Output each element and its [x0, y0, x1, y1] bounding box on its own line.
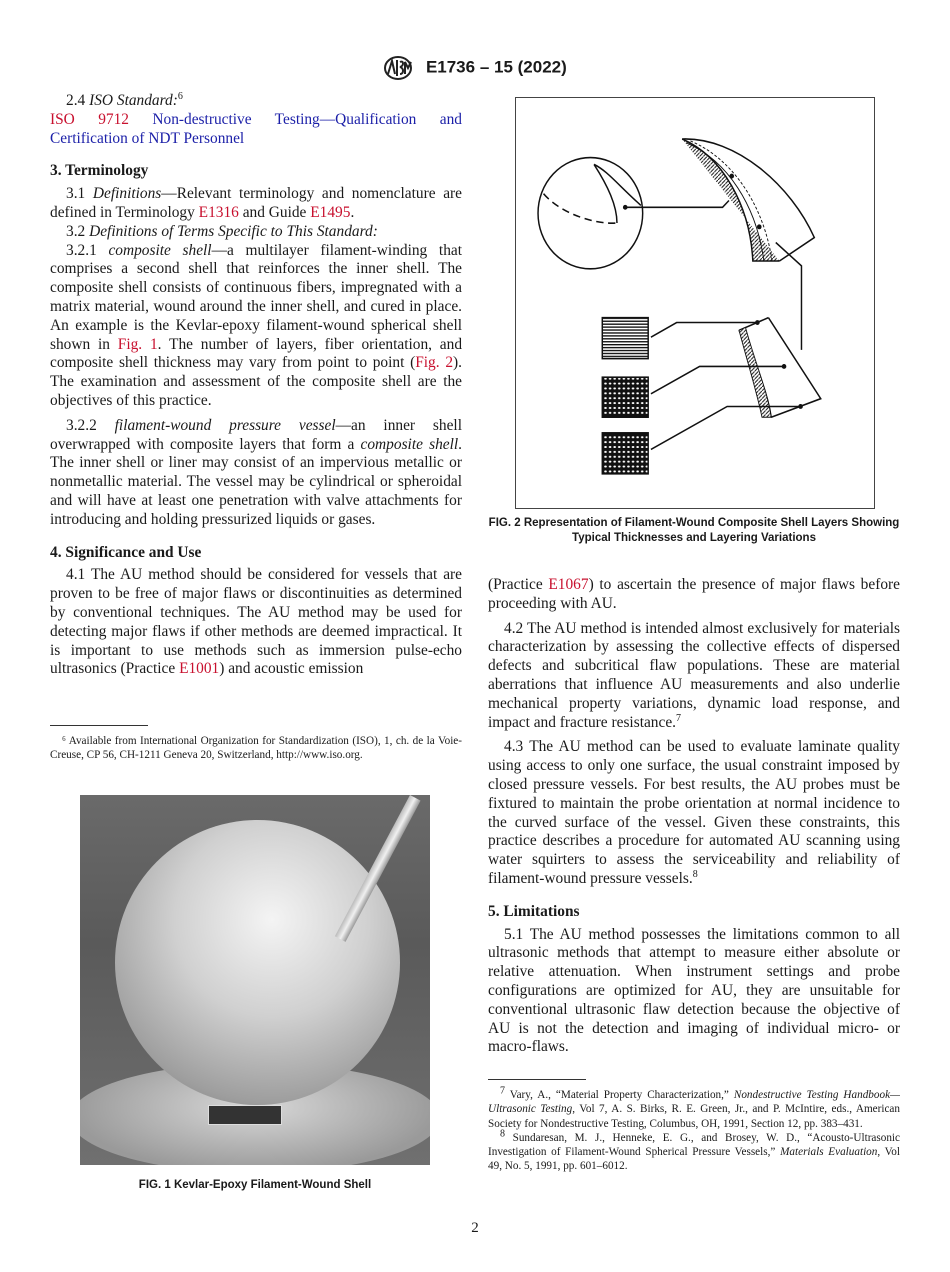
section-heading — [50, 162, 462, 181]
italic-text: composite shell — [108, 241, 212, 259]
text-run: 3. Terminology — [50, 162, 149, 180]
italic-text: Materials Evaluation — [780, 1146, 878, 1159]
footnote-marker[interactable]: 6 — [177, 90, 183, 102]
footnote-marker[interactable]: 8 — [500, 1128, 505, 1140]
section-heading — [50, 544, 462, 563]
text-run: 3.2 — [66, 222, 90, 240]
text-run: and Guide — [238, 203, 311, 221]
text-run: —Relevant terminology and nomenclature are defined in Terminology — [50, 185, 462, 221]
italic-text: Nondestructive Testing Handbook—Ultrasonic Testing — [488, 1089, 900, 1116]
page-header — [0, 56, 950, 80]
reference-link[interactable]: Fig. 1 — [117, 335, 158, 353]
left-column — [50, 92, 462, 679]
text-run: 3.2.2 — [66, 416, 115, 434]
reference-link[interactable]: ISO 9712 — [50, 110, 129, 128]
footnote-area-left — [50, 725, 462, 763]
paragraph — [50, 566, 462, 679]
astm-logo-icon — [383, 56, 413, 80]
text-run — [129, 111, 152, 128]
filament-shell-diagram — [516, 98, 874, 508]
footnote-8 — [488, 1128, 900, 1174]
text-run: (Practice — [488, 576, 549, 593]
text-run: ). The examination and assessment of the composite shell are the objectives of this practice. — [50, 354, 462, 409]
italic-text: composite shell — [360, 435, 459, 453]
figure-2-caption: FIG. 2 Representation of Filament-Wound Composite Shell Layers Showing Typical Thicknesses and Layering Variations — [488, 517, 900, 544]
footnote-rule — [50, 725, 148, 726]
reference-link[interactable]: Fig. 2 — [415, 354, 454, 372]
photo-label — [208, 1105, 282, 1125]
italic-text: Definitions — [92, 185, 162, 203]
right-column — [488, 576, 900, 1057]
figure-1-caption: FIG. 1 Kevlar-Epoxy Filament-Wound Shell — [138, 1179, 372, 1191]
text-run: . — [350, 203, 355, 221]
text-run: Vary, A., “Material Property Characterization,” — [505, 1089, 734, 1101]
figure-2-diagram — [515, 97, 875, 509]
page-number: 2 — [471, 1220, 479, 1236]
paragraph — [488, 926, 900, 1058]
text-run: 5. Limitations — [488, 902, 580, 920]
paragraph — [488, 576, 900, 614]
paragraph — [50, 242, 462, 411]
reference-link[interactable]: Non-destructive Testing—Qualification and Certification of NDT Personnel — [50, 110, 462, 147]
footnote-6: ⁶ Available from International Organization for Standardization (ISO), 1, ch. de la Voie-Creuse, CP 56, CH-1211 Geneva 20, Switzerland, http://www.iso.org. — [50, 735, 462, 762]
footnote-marker[interactable]: 7 — [676, 712, 682, 724]
text-run: 4.1 The AU method should be considered for vessels that are proven to be free of major flaws or discontinuities as determined by conventional techniques. The AU method may be used for detecting major flaws if other methods are deemed impractical. It is important to use methods such as immersion pulse-echo ultrasonics (Practice — [50, 566, 462, 678]
text-run: 5.1 The AU method possesses the limitations common to all ultrasonic methods that attempt to measure either absolute or relative attenuation. When instrument settings and probe configurations are optimized for AU, they are unsuitable for conventional ultrasonic flaw detection because the objective of AU is not the detection and imaging of individual micro- or macro-flaws. — [488, 925, 900, 1056]
text-run: —a multilayer filament-winding that comprises a second shell that reinforces the inner shell. The composite shell consists of continuous fibers, impregnated with a matrix material, wound around the inner shell, and cured in place. An example is the Kevlar-epoxy filament-wound spherical shell shown in — [50, 241, 462, 353]
paragraph — [50, 417, 462, 530]
text-run: Sundaresan, M. J., Henneke, E. G., and Brosey, W. D., “Acousto-Ultrasonic Investigation of Filament-Wound Spherical Pressure Vessels,” — [488, 1131, 900, 1159]
italic-text: filament-wound pressure vessel — [114, 416, 336, 434]
paragraph — [50, 92, 462, 111]
italic-text: Definitions of Terms Specific to This Standard: — [89, 222, 378, 240]
text-run: ) and acoustic emission — [219, 660, 364, 678]
text-run: 3.1 — [66, 185, 93, 203]
text-run: 4.2 The AU method is intended almost exclusively for materials characterization by assessing the collective effects of dispersed defects and subcritical flaw populations. These are material aberrations that influence AU measurements and also underlie mechanical property variations, dynamic load response, and impact and fracture resistance. — [488, 619, 900, 731]
photo-sphere — [115, 820, 400, 1105]
footnote-7 — [488, 1085, 900, 1131]
footnote-marker[interactable]: 8 — [692, 868, 698, 880]
figure-1-photo — [80, 795, 430, 1165]
paragraph — [50, 223, 462, 242]
text-run: 4.3 The AU method can be used to evaluate laminate quality using access to only one surface, the usual constraint imposed by closed pressure vessels. For best results, the AU probes must be fixtured to maintain the probe orientation at normal incidence to the curved surface of the vessel. Given these constraints, this practice describes a procedure for automated AU scanning using water squirters to assess the serviceability and reliability of filament-wound pressure vessels. — [488, 738, 900, 887]
footnote-area-right — [488, 1079, 900, 1174]
text-run: , Vol 49, No. 5, 1991, pp. 601–6012. — [488, 1146, 900, 1173]
text-run: 3.2.1 — [66, 241, 109, 259]
reference-link[interactable]: E1495 — [310, 203, 351, 221]
paragraph — [488, 620, 900, 733]
paragraph — [488, 738, 900, 888]
section-heading — [488, 903, 900, 922]
text-run: 2.4 — [66, 92, 90, 109]
footnote-rule — [488, 1079, 586, 1080]
standard-designation: E1736 – 15 (2022) — [425, 57, 567, 77]
italic-text: ISO Standard: — [89, 92, 178, 109]
reference-link[interactable]: E1316 — [198, 203, 239, 221]
text-run: . The inner shell or liner may consist of an impervious metallic or nonmetallic material. The vessel may be cylindrical or spheroidal and will have at least one penetration with valve attachments for introducing and holding pressurized liquids or gases. — [50, 435, 463, 528]
text-run: ) to ascertain the presence of major flaws before proceeding with AU. — [488, 576, 900, 612]
text-run: 4. Significance and Use — [50, 543, 202, 561]
text-run: . The number of layers, fiber orientation, and composite shell thickness may vary from point to point ( — [50, 335, 463, 372]
footnote-marker[interactable]: 7 — [500, 1085, 505, 1097]
reference-link[interactable]: E1001 — [179, 660, 220, 678]
reference-link[interactable]: E1067 — [548, 576, 589, 593]
paragraph — [50, 111, 462, 149]
paragraph — [50, 185, 462, 223]
text-run: , Vol 7, A. S. Birks, R. E. Green, Jr., and P. McIntire, eds., American Society for Nondestructive Testing, Columbus, OH, 1991, Section 12, pp. 383–431. — [488, 1103, 900, 1130]
text-run: —an inner shell overwrapped with composite layers that form a — [50, 416, 462, 453]
